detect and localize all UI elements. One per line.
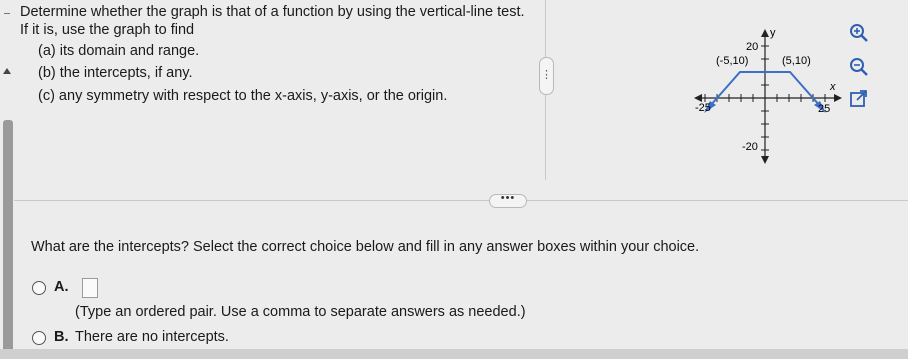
x-left-label: -25 — [695, 102, 711, 114]
x-axis-arrow-left — [694, 94, 702, 102]
question-line-1: Determine whether the graph is that of a function by using the vertical-line test. — [20, 4, 525, 20]
zoom-in-icon[interactable] — [848, 22, 870, 44]
choice-a-label: A. — [54, 279, 69, 295]
function-graph — [690, 26, 850, 166]
y-top-label: 20 — [746, 41, 759, 53]
choice-b-radio[interactable] — [32, 331, 46, 345]
question-part-a: (a) its domain and range. — [38, 43, 200, 59]
choice-a-hint: (Type an ordered pair. Use a comma to separate answers as needed.) — [75, 304, 526, 320]
left-rail — [0, 0, 14, 359]
answer-prompt: What are the intercepts? Select the correct choice below and fill in any answer boxes within your choice. — [31, 239, 700, 255]
external-link-icon[interactable] — [848, 88, 870, 110]
vertical-handle-glyph: ⋮ — [541, 69, 552, 81]
y-bottom-label: -20 — [742, 141, 758, 153]
left-scrollbar[interactable] — [3, 120, 13, 359]
y-axis-label: y — [770, 27, 776, 39]
expand-up-icon[interactable] — [3, 68, 11, 74]
horizontal-resize-handle[interactable] — [489, 194, 527, 208]
y-axis-arrow — [761, 29, 769, 37]
intercept-answer-box[interactable] — [82, 278, 98, 298]
zoom-out-icon[interactable] — [848, 56, 870, 78]
choice-b-label: B. — [54, 329, 69, 345]
question-part-c: (c) any symmetry with respect to the x-axis, y-axis, or the origin. — [38, 88, 448, 104]
choice-a-radio[interactable] — [32, 281, 46, 295]
x-axis-label: x — [830, 81, 836, 93]
vertical-resize-handle[interactable] — [539, 57, 554, 95]
x-right-label: 25 — [818, 103, 831, 115]
point-right-label: (5,10) — [782, 55, 811, 67]
pane-divider-horizontal — [14, 200, 908, 201]
question-line-2: If it is, use the graph to find — [20, 22, 195, 38]
question-part-b: (b) the intercepts, if any. — [38, 65, 193, 81]
y-axis-arrow-down — [761, 156, 769, 164]
x-axis-arrow — [834, 94, 842, 102]
horizontal-handle-glyph: ••• — [500, 192, 516, 204]
bottom-strip — [0, 349, 908, 359]
point-left-label: (-5,10) — [716, 55, 749, 67]
choice-b-text: There are no intercepts. — [75, 329, 229, 345]
collapse-dash-icon[interactable] — [4, 13, 10, 14]
